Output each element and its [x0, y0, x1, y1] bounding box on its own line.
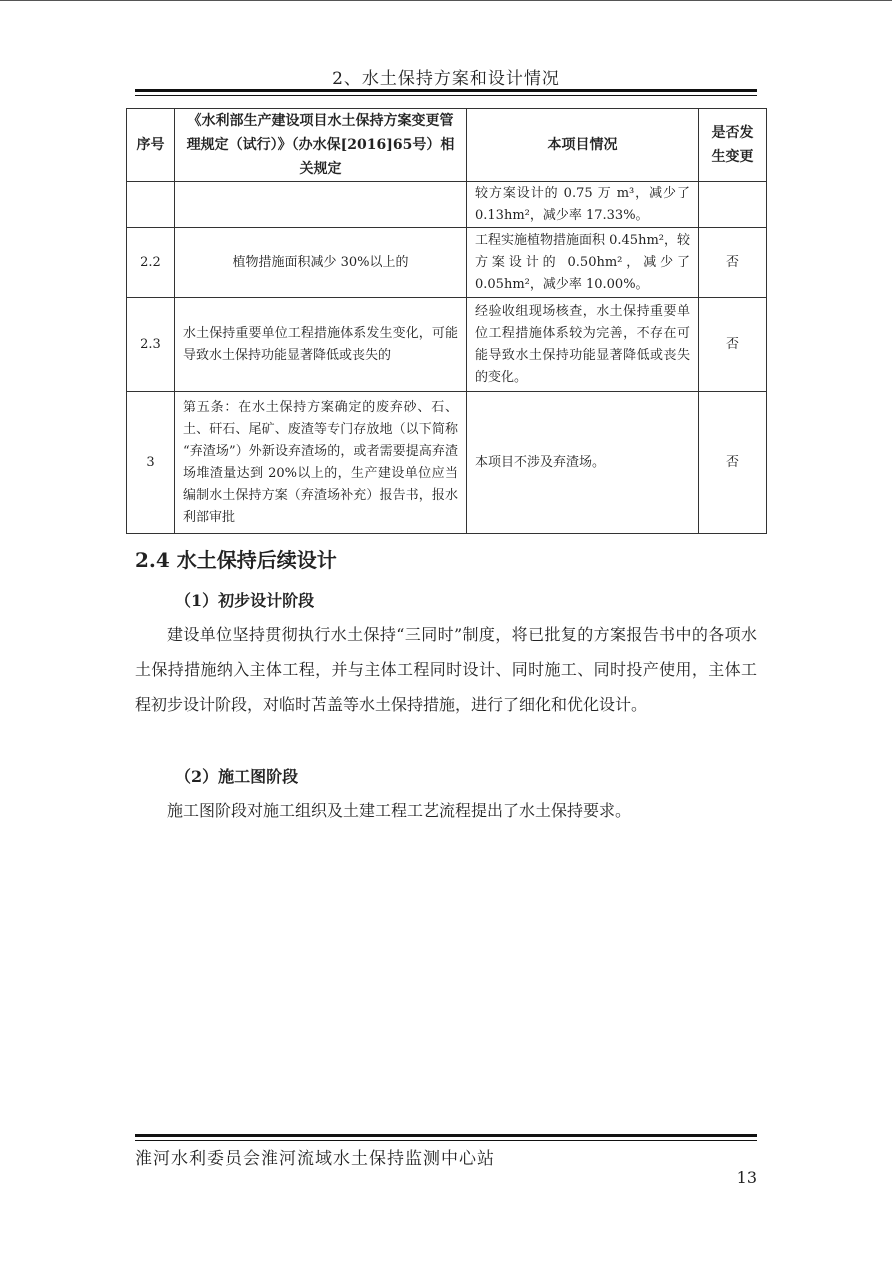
row-changed: [699, 182, 767, 228]
header-changed: 是否发生变更: [699, 109, 767, 182]
paragraph-construction: 施工图阶段对施工组织及土建工程工艺流程提出了水土保持要求。: [167, 801, 632, 820]
header-no: 序号: [127, 109, 175, 182]
row-changed: 否: [699, 298, 767, 392]
table-row: [127, 182, 767, 228]
page-top-border: [0, 0, 892, 1]
footer-organization: 淮河水利委员会淮河流域水土保持监测中心站: [135, 1149, 495, 1169]
header-situation: 本项目情况: [467, 109, 699, 182]
footer-rule-thick: [135, 1134, 757, 1137]
row-situation: 本项目不涉及弃渣场。: [467, 392, 699, 534]
row-no: [127, 182, 175, 228]
section-title: 2.4 水土保持后续设计: [135, 548, 337, 572]
row-situation: 较方案设计的 0.75 万 m³，减少了 0.13hm²，减少率 17.33%。: [467, 182, 699, 228]
row-situation: 工程实施植物措施面积 0.45hm²，较方案设计的 0.50hm²，减少了 0.05hm²，减少率 10.00%。: [467, 228, 699, 298]
table-row: [127, 228, 767, 298]
page-number: 13: [736, 1168, 757, 1187]
table-row: [127, 298, 767, 392]
row-rule: 第五条：在水土保持方案确定的废弃砂、石、土、矸石、尾矿、废渣等专门存放地（以下简称 “弃渣场”）外新设弃渣场的，或者需要提高弃渣场堆渣量达到 20%以上的，生产建设单位应当编制水土保持方案（弃渣场补充）报告书，报水利部审批: [175, 392, 467, 534]
row-rule: 水土保持重要单位工程措施体系发生变化，可能导致水土保持功能显著降低或丧失的: [175, 298, 467, 392]
header-rule-thick: [135, 89, 757, 92]
change-comparison-table: [126, 108, 767, 534]
header-rule-thin: [135, 95, 757, 96]
header-rule: 《水利部生产建设项目水土保持方案变更管理规定（试行）》（办水保[2016]65号）相关规定: [175, 109, 467, 182]
table-row: [127, 392, 767, 534]
footer-rule-thin: [135, 1140, 757, 1141]
row-no: 2.2: [127, 228, 175, 298]
row-changed: 否: [699, 228, 767, 298]
row-no: 3: [127, 392, 175, 534]
paragraph-preliminary: 建设单位坚持贯彻执行水土保持“三同时”制度，将已批复的方案报告书中的各项水土保持措施纳入主体工程，并与主体工程同时设计、同时施工、同时投产使用，主体工程初步设计阶段，对临时苫盖等水土保持措施，进行了细化和优化设计。: [135, 625, 757, 714]
running-header: 2、水土保持方案和设计情况: [332, 69, 560, 89]
row-no: 2.3: [127, 298, 175, 392]
row-situation: 经验收组现场核查，水土保持重要单位工程措施体系较为完善，不存在可能导致水土保持功能显著降低或丧失的变化。: [467, 298, 699, 392]
table-header-row: [127, 109, 767, 182]
row-rule: [175, 182, 467, 228]
row-changed: 否: [699, 392, 767, 534]
subsection-title-preliminary: （1）初步设计阶段: [175, 591, 315, 610]
row-rule: 植物措施面积减少 30%以上的: [175, 228, 467, 298]
subsection-title-construction: （2）施工图阶段: [175, 767, 299, 786]
